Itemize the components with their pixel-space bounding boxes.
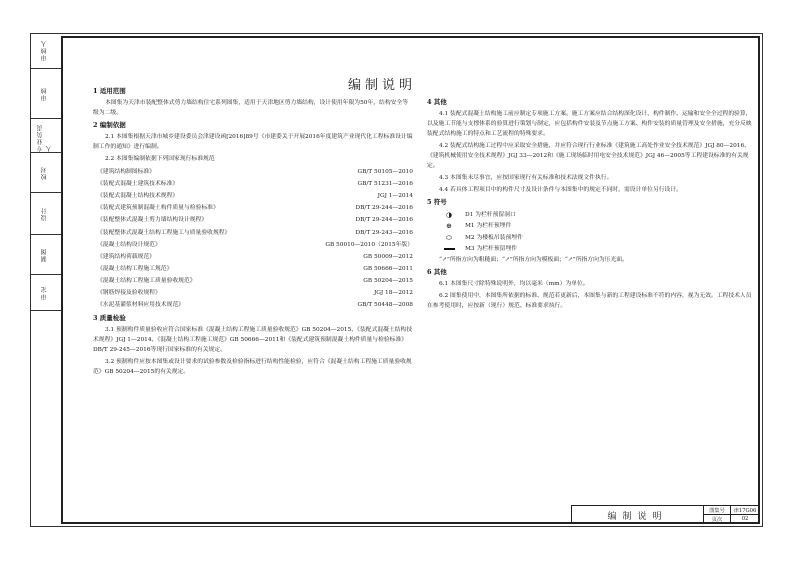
symbol-row: ⊕ M1 为栏杆预埋件 xyxy=(427,221,752,233)
title-block-name: 编制说明 xyxy=(572,506,704,524)
section-4-paragraph-2: 4.2 装配式结构施工过程中应采取安全措施，并应符合现行行业标准《建筑施工高处作业安全技术规范》JGJ 80—2016、《建筑机械使用安全技术规程》JGJ 33—2012和《施工现场临时用电安全技术规范》JGJ 46—2005等工程建设标准的有关规定。 xyxy=(427,143,750,169)
standard-row: 《水泥基灌浆材料应用技术规范》 GB/T 50448—2008 xyxy=(97,302,413,309)
symbol-row: M3 为栏杆预留埋件 xyxy=(427,244,752,256)
opening-symbol-icon: ◑ xyxy=(445,210,453,219)
section-1-paragraph: 本图集为天津市装配整体式剪力墙结构住宅系列图集，适用于天津地区剪力墙结构，设计使用年限为50年，结构安全等级为二级。 xyxy=(93,100,409,116)
section-2-paragraph-1: 2.1 本图集根据天津市城乡建设委员会津建设函[2016]89号《市建委关于开展2016年度建筑产业现代化工程标准设计编制工作的通知》进行编制。 xyxy=(93,134,413,150)
strip-cell-3: 专业负责人 xyxy=(30,119,61,153)
standard-row: 《装配整体式混凝土剪力墙结构设计规程》 DB/T 29-244—2016 xyxy=(97,217,413,224)
surface-note: “↗”所指方向为粗糙面；“↗”所指方向为模板面；“↗”所指方向为压光面。 xyxy=(439,257,628,263)
section-5-heading: 5 符号 xyxy=(427,198,447,206)
symbol-row: ◑ D1 为栏杆预留洞口 xyxy=(427,209,752,221)
left-column xyxy=(93,84,413,379)
section-6-paragraph-1: 6.1 本图集尺寸除特殊说明外，均以毫米（mm）为单位。 xyxy=(439,281,589,287)
section-2-heading: 2 编制依据 xyxy=(93,121,126,129)
strip-cell-4: 校对 xyxy=(30,153,61,193)
standard-row: 《装配式建筑预制混凝土构件质量与检验标准》 DB/T 29-244—2016 xyxy=(97,205,413,212)
page-title: 编制说明 xyxy=(348,78,417,93)
standard-row: 《装配式混凝土结构技术规程》 JGJ 1—2014 xyxy=(97,193,413,200)
section-3-paragraph-2: 3.2 预制构件应按本图集或设计要求的试验参数及检验指标进行结构性能检验，应符合《混凝土结构工程施工质量验收规范》GB 50204—2015的有关规定。 xyxy=(93,359,412,376)
standard-row: 《混凝土结构工程施工规范》 GB 50666—2011 xyxy=(97,265,413,272)
embedded-part-symbol-icon: ⊕ xyxy=(446,222,452,231)
page-number-label: 页次 xyxy=(704,515,731,524)
section-1-heading: 1 适用范围 xyxy=(93,87,126,95)
section-2-paragraph-2: 2.2 本图集编制依据下列国家现行标准规范 xyxy=(105,156,215,162)
page-number-value: 02 xyxy=(731,515,760,524)
strip-cell-6: 制图 xyxy=(30,235,61,275)
section-4-heading: 4 其他 xyxy=(427,98,447,106)
signature-strip xyxy=(30,33,61,527)
section-6-paragraph-2: 6.2 图集使用中，本图集所依据的标准、规范若更新后，本图集与新的工程建设标准不符的内容，视为无效。工程技术人员在参考使用时，应按新（现行）规范、标准要求执行。 xyxy=(427,293,752,309)
standard-row: 《混凝土结构设计规范》 GB 50010—2010（2015年版） xyxy=(97,241,413,248)
strip-cell-1: 审核人 xyxy=(30,33,61,69)
right-column xyxy=(427,95,752,313)
title-block xyxy=(571,505,760,524)
section-4-paragraph-4: 4.4 若具体工程项目中的构件尺寸及设计条件与本图集中的规定不同时，需设计单位另行设计。 xyxy=(439,187,682,193)
symbols-list xyxy=(427,209,752,255)
standard-row: 《装配整体式混凝土结构工程施工与质量验收规程》 DB/T 29-243—2016 xyxy=(97,229,413,236)
atlas-number-label: 图集号 xyxy=(704,506,731,515)
standard-row: 《建筑结构荷载规范》 GB 50009—2012 xyxy=(97,253,413,260)
strip-cell-7: 审定 xyxy=(30,275,61,311)
atlas-number-value: 津17G06 xyxy=(731,506,760,515)
standard-row: 《装配式混凝土建筑技术标准》 GB/T 51231—2016 xyxy=(97,181,413,188)
section-3-paragraph-1: 3.1 预制构件质量验收应符合国家标准《混凝土结构工程施工质量验收规范》GB 50204—2015、《装配式混凝土结构技术规程》JGJ 1—2014、《混凝土结构工程施工规范》GB 50666—2011和《装配式建筑预制混凝土构件质量与检验标准》DB/T 29-245—2016等现行国家标准的有关规定。 xyxy=(93,327,413,354)
section-3-heading: 3 质量检验 xyxy=(93,314,126,323)
thick-line-symbol-icon xyxy=(444,248,455,250)
standard-row: 《钢筋焊接及验收规程》 JGJ 18—2012 xyxy=(97,289,413,296)
standard-row: 《混凝土结构工程施工质量验收规范》 GB 50204—2015 xyxy=(97,277,413,284)
symbol-row: ⬭ M2 为楼板吊装预埋件 xyxy=(427,232,752,244)
strip-cell-5: 设计 xyxy=(30,193,61,235)
section-6-heading: 6 其他 xyxy=(427,268,447,276)
section-4-paragraph-3: 4.3 本图集未尽事宜，应按国家现行有关标准和技术法规文件执行。 xyxy=(439,175,613,181)
strip-cell-2: 审核 xyxy=(30,69,61,119)
section-4-paragraph-1: 4.1 装配式混凝土结构施工前应制定专项施工方案。施工方案应结合结构深化设计、构件制作、运输和安全全过程的验算，以及施工节能与支撑体系的验算进行策划与制定，应包括构件安装及节点施工方案、构件安装的质量管理及安全措施，充分反映装配式结构施工的特点和工艺流程的特殊要求。 xyxy=(427,111,752,137)
standard-row: 《建筑结构制图标准》 GB/T 50105—2010 xyxy=(97,169,413,176)
lifting-part-symbol-icon: ⬭ xyxy=(446,233,452,242)
standards-list xyxy=(93,166,413,311)
